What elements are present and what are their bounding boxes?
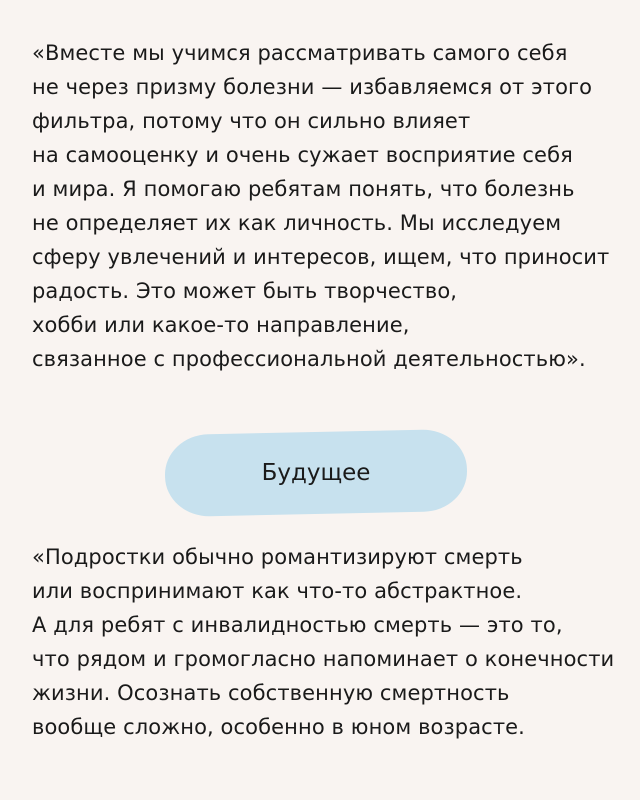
quote-line: связанное с профессиональной деятельностью». <box>32 347 586 371</box>
quote-line: радость. Это может быть творчество, <box>32 279 458 303</box>
quote-line: или воспринимают как что-то абстрактное. <box>32 579 523 603</box>
quote-line: и мира. Я помогаю ребятам понять, что болезнь <box>32 177 575 201</box>
quote-paragraph-bottom <box>32 540 622 744</box>
section-heading-pill <box>164 429 468 517</box>
quote-line: хобби или какое-то направление, <box>32 313 410 337</box>
quote-paragraph-top <box>32 36 622 376</box>
quote-line: вообще сложно, особенно в юном возрасте. <box>32 715 525 739</box>
quote-line: сферу увлечений и интересов, ищем, что приносит <box>32 245 610 269</box>
quote-line: не через призму болезни — избавляемся от этого <box>32 75 593 99</box>
quote-line: на самооценку и очень сужает восприятие себя <box>32 143 573 167</box>
section-heading: Будущее <box>261 460 371 486</box>
quote-line: не определяет их как личность. Мы исследуем <box>32 211 562 235</box>
quote-line: «Вместе мы учимся рассматривать самого себя <box>32 41 568 65</box>
quote-line: фильтра, потому что он сильно влияет <box>32 109 471 133</box>
quote-line: «Подростки обычно романтизируют смерть <box>32 545 523 569</box>
quote-line: жизни. Осознать собственную смертность <box>32 681 510 705</box>
quote-line: А для ребят с инвалидностью смерть — это то, <box>32 613 563 637</box>
quote-line: что рядом и громогласно напоминает о конечности <box>32 647 615 671</box>
